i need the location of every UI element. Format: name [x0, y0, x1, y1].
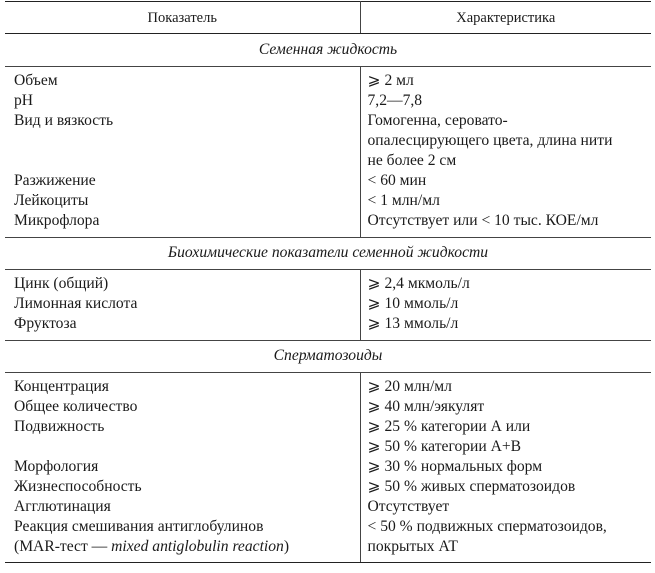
row-value: 7,2—7,8 — [360, 91, 651, 111]
row-label: Лимонная кислота — [14, 295, 138, 312]
row-value: ⩾ 13 ммоль/л — [360, 314, 651, 341]
table-row — [5, 417, 651, 457]
row-label: Общее количество — [14, 398, 138, 415]
table-row — [5, 270, 651, 295]
table-row — [5, 171, 651, 191]
row-label: Подвижность — [14, 418, 105, 435]
row-value: < 60 мин — [360, 171, 651, 191]
row-label: Объем — [14, 72, 58, 89]
label-suffix: ) — [283, 538, 290, 555]
table-row — [5, 314, 651, 341]
row-value: ⩾ 20 млн/мл — [360, 373, 651, 398]
table-row — [5, 211, 651, 238]
row-label: Лейкоциты — [14, 192, 89, 209]
table-row — [5, 191, 651, 211]
row-label: Вид и вязкость — [14, 112, 114, 129]
section-row — [5, 341, 651, 373]
table-row — [5, 397, 651, 417]
row-label: Разжижение — [14, 172, 96, 189]
table-row — [5, 373, 651, 398]
label-line-mar-test — [14, 537, 354, 557]
row-label: Фруктоза — [5, 314, 360, 341]
section-row — [5, 238, 651, 270]
semen-parameters-table — [5, 1, 651, 563]
section-row — [5, 34, 651, 67]
table-row — [5, 111, 651, 171]
table-row — [5, 67, 651, 92]
row-value: < 1 млн/мл — [360, 191, 651, 211]
label-italic-term: mixed antiglobulin reaction — [111, 538, 284, 555]
row-label: Морфология — [14, 458, 99, 475]
row-value: ⩾ 2 мл — [360, 67, 651, 92]
row-label: Жизнеспособность — [14, 478, 142, 495]
row-value: ⩾ 40 млн/эякулят — [360, 397, 651, 417]
row-value: ⩾ 50 % живых сперматозоидов — [360, 477, 651, 497]
table-row — [5, 457, 651, 477]
table-row — [5, 517, 651, 563]
header-row — [5, 2, 651, 34]
table-row — [5, 91, 651, 111]
value-line: ⩾ 25 % категории А или — [367, 418, 531, 435]
section-title-biochemical: Биохимические показатели семенной жидкости — [5, 238, 651, 270]
row-value: ⩾ 2,4 мкмоль/л — [360, 270, 651, 295]
row-value: Отсутствует или < 10 тыс. КОЕ/мл — [360, 211, 651, 238]
row-value: ⩾ 30 % нормальных форм — [360, 457, 651, 477]
row-value: ⩾ 10 ммоль/л — [360, 294, 651, 314]
label-prefix: (MAR-тест — — [14, 538, 112, 555]
header-characteristic: Характеристика — [360, 2, 651, 34]
row-label: Цинк (общий) — [14, 275, 109, 292]
row-value: Гомогенна, серовато-опалесцирующего цвета, длина нити не более 2 см — [360, 111, 651, 171]
row-value: Отсутствует — [360, 497, 651, 517]
row-value — [360, 417, 651, 457]
row-label: Микрофлора — [5, 211, 360, 238]
row-value: < 50 % подвижных сперматозоидов, покрытых АТ — [360, 517, 651, 563]
row-label: Агглютинация — [14, 498, 111, 515]
header-indicator: Показатель — [5, 2, 360, 34]
table-row — [5, 294, 651, 314]
section-title-spermatozoa: Сперматозоиды — [5, 341, 651, 373]
section-title-seminal-fluid: Семенная жидкость — [5, 34, 651, 67]
row-label: pH — [14, 92, 34, 109]
value-line: ⩾ 50 % категории А+В — [367, 438, 522, 455]
table-row — [5, 497, 651, 517]
row-label — [5, 517, 360, 563]
label-line: Реакция смешивания антиглобулинов — [14, 518, 264, 535]
row-label: Концентрация — [14, 378, 109, 395]
table-row — [5, 477, 651, 497]
